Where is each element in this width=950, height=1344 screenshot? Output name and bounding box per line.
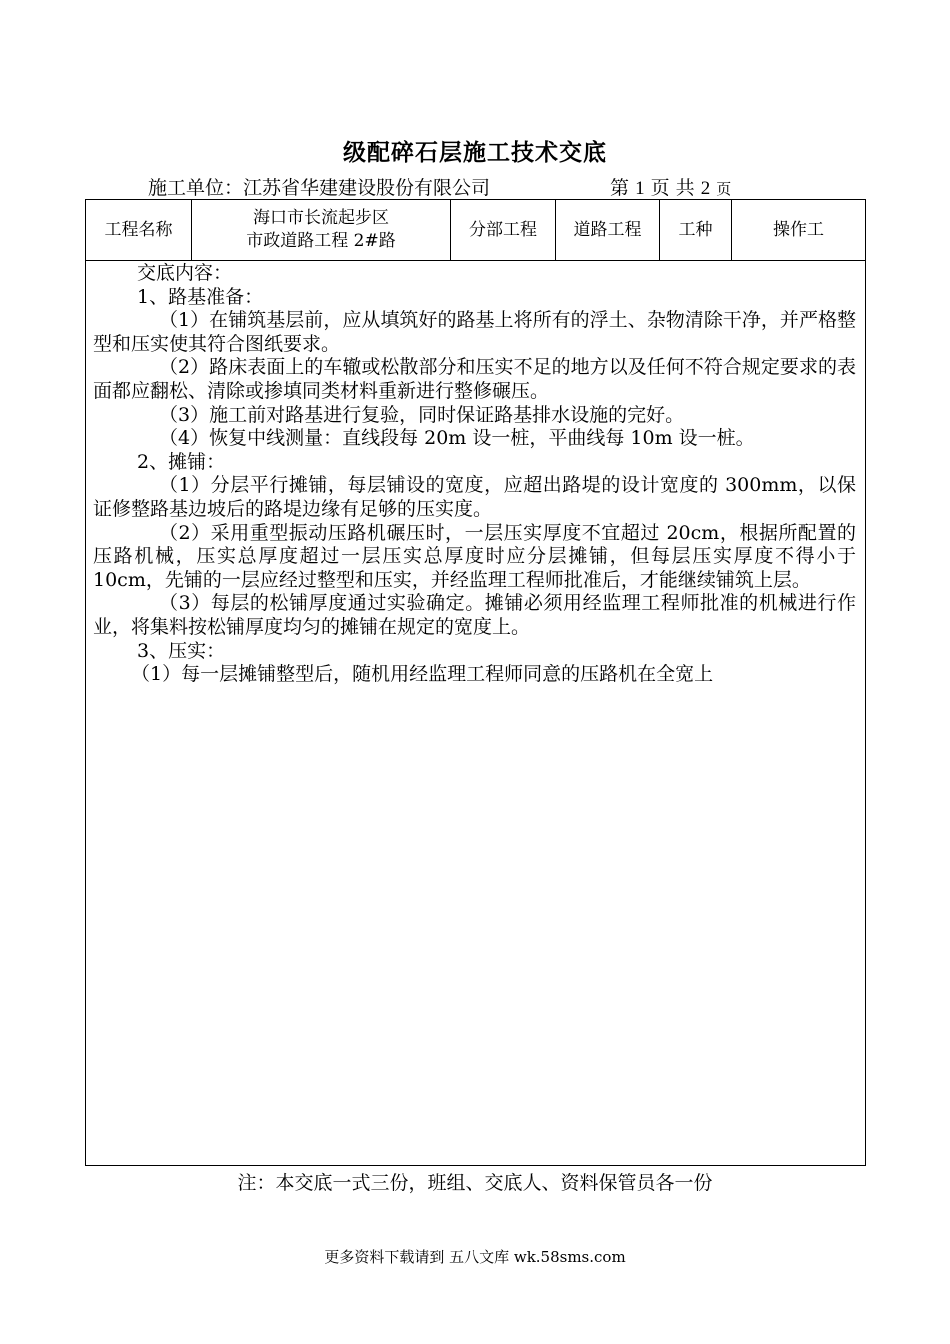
section-1-item-4: （4）恢复中线测量：直线段每 20m 设一桩，平曲线每 10m 设一桩。 [159, 427, 755, 450]
section-2-item-2: （2）采用重型振动压路机碾压时，一层压实厚度不宜超过 20cm，根据所配置的压路机械，压实总厚度超过一层压实总厚度时应分层摊铺，但每层压实厚度不得小于 10cm，先铺的一层应经过整型和压实，并经监理工程师批准后，才能继续铺筑上层。 [93, 521, 856, 591]
section-2-heading: 2、摊铺： [137, 450, 226, 473]
section-3-heading: 3、压实： [137, 639, 226, 662]
project-name-line2: 市政道路工程 2#路 [246, 231, 396, 251]
section-3-item-1: （1）每一层摊铺整型后，随机用经监理工程师同意的压路机在全宽上 [131, 663, 714, 686]
work-type-label: 工种 [660, 200, 732, 261]
document-title: 级配碎石层施工技术交底 [343, 139, 607, 166]
section-1-heading: 1、路基准备： [137, 285, 264, 308]
page-suffix: 页 [716, 180, 732, 198]
work-type-value: 操作工 [732, 200, 866, 261]
sub-project-value: 道路工程 [556, 200, 660, 261]
page-prefix: 第 [610, 177, 630, 199]
page-total: 2 [700, 178, 711, 199]
content-intro: 交底内容： [137, 262, 233, 284]
page-indicator [610, 173, 731, 200]
section-1-item-1: （1）在铺筑基层前，应从填筑好的路基上将所有的浮土、杂物清除干净，并严格整型和压实使其符合图纸要求。 [93, 309, 856, 355]
section-1-item-2: （2）路床表面上的车辙或松散部分和压实不足的地方以及任何不符合规定要求的表面都应翻松、清除或掺填同类材料重新进行整修碾压。 [93, 356, 856, 402]
page-middle: 页 共 [650, 177, 695, 199]
footer-source: 更多资料下载请到 五八文库 wk.58sms.com [324, 1248, 626, 1266]
project-info-table [85, 199, 866, 261]
project-name-line1: 海口市长流起步区 [253, 208, 389, 228]
section-2-item-1: （1）分层平行摊铺，每层铺设的宽度，应超出路堤的设计宽度的 300mm，以保证修整路基边坡后的路堤边缘有足够的压实度。 [93, 474, 856, 520]
construction-unit: 施工单位：江苏省华建建设股份有限公司 [148, 177, 491, 199]
distribution-note: 注：本交底一式三份，班组、交底人、资料保管员各一份 [237, 1172, 713, 1194]
project-name-value [192, 200, 451, 261]
project-info-row [86, 200, 866, 261]
section-2-item-3: （3）每层的松铺厚度通过实验确定。摊铺必须用经监理工程师批准的机械进行作业，将集料按松铺厚度均匀的摊铺在规定的宽度上。 [93, 592, 856, 638]
section-1-item-3: （3）施工前对路基进行复验，同时保证路基排水设施的完好。 [159, 403, 685, 426]
sub-project-label: 分部工程 [451, 200, 556, 261]
briefing-content [93, 262, 856, 687]
page-number: 1 [635, 178, 645, 199]
project-name-label: 工程名称 [86, 200, 192, 261]
